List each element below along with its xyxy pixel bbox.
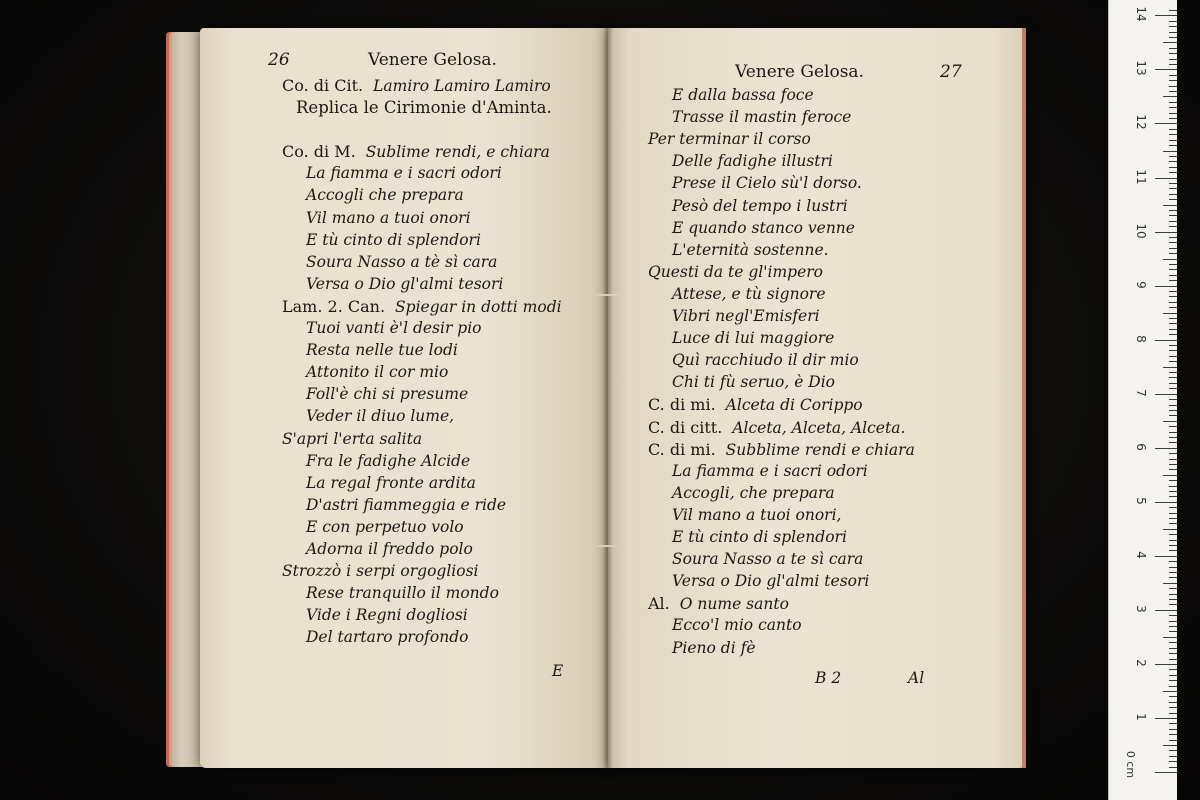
verse-text: Per terminar il corso <box>648 130 811 149</box>
verse-text: E tù cinto di splendori <box>672 528 847 546</box>
verse-line <box>672 506 841 524</box>
verse-text: Accogli che prepara <box>306 186 464 205</box>
ruler-tick <box>1169 734 1177 735</box>
verse-line <box>306 209 471 227</box>
ruler-tick <box>1169 453 1177 454</box>
ruler-tick <box>1155 15 1177 16</box>
verse-line <box>648 440 915 459</box>
ruler-tick <box>1169 107 1177 108</box>
verse-line <box>306 164 502 182</box>
verse-text: O nume santo <box>679 595 789 614</box>
ruler-tick <box>1169 129 1177 130</box>
verse-line <box>672 462 868 480</box>
verse-line <box>306 496 506 514</box>
verse-text: La fiamma e i sacri odori <box>306 164 502 183</box>
ruler-tick <box>1169 518 1177 519</box>
ruler-tick <box>1169 118 1177 119</box>
ruler-tick <box>1169 750 1177 751</box>
ruler-tick <box>1169 702 1177 703</box>
ruler-tick <box>1169 291 1177 292</box>
ruler-tick <box>1169 669 1177 670</box>
verse-text: Soura Nasso a te sì cara <box>672 550 864 569</box>
ruler-tick <box>1169 550 1177 551</box>
ruler-tick <box>1169 334 1177 335</box>
ruler-tick <box>1169 648 1177 649</box>
verse-text: Fra le fadighe Alcide <box>306 451 471 470</box>
ruler-tick <box>1155 448 1177 449</box>
verse-text: Versa o Dio gl'almi tesori <box>672 572 870 591</box>
ruler-tick <box>1169 399 1177 400</box>
verse-line <box>672 351 859 369</box>
ruler-number: 6 <box>1134 442 1148 451</box>
ruler-tick <box>1163 313 1177 314</box>
ruler-tick <box>1169 59 1177 60</box>
verse-line <box>306 319 482 337</box>
ruler-tick <box>1155 718 1177 719</box>
ruler-tick <box>1169 183 1177 184</box>
ruler-tick <box>1169 686 1177 687</box>
verse-text: Foll'è chi si presume <box>306 385 469 404</box>
verse-text: Rese tranquillo il mondo <box>306 584 499 603</box>
verse-line <box>306 231 481 249</box>
ruler-tick <box>1155 556 1177 557</box>
ruler-tick <box>1169 361 1177 362</box>
ruler-tick <box>1169 86 1177 87</box>
verse-line <box>306 540 473 558</box>
ruler-tick <box>1155 772 1177 773</box>
ruler-tick <box>1163 637 1177 638</box>
ruler-unit-label: 0 cm <box>1124 750 1138 779</box>
ruler-tick <box>1169 415 1177 416</box>
ruler-tick <box>1169 75 1177 76</box>
ruler-tick <box>1169 21 1177 22</box>
right-signature-mark: B 2 <box>815 669 842 687</box>
ruler-tick <box>1169 756 1177 757</box>
ruler-tick <box>1169 426 1177 427</box>
verse-text: Soura Nasso a tè sì cara <box>306 252 498 271</box>
book-gutter <box>603 28 613 768</box>
ruler-tick <box>1169 534 1177 535</box>
speaker-label: C. di citt. <box>648 417 723 437</box>
verse-text: Accogli, che prepara <box>672 483 835 502</box>
verse-text: Veder il diuo lume, <box>306 407 455 426</box>
verse-text: Adorna il freddo polo <box>306 540 473 558</box>
ruler-tick <box>1169 642 1177 643</box>
verse-line <box>306 606 468 624</box>
ruler-tick <box>1169 188 1177 189</box>
ruler-tick <box>1169 140 1177 141</box>
verse-text: Alceta di Corippo <box>725 396 863 415</box>
verse-text: Attonito il cor mio <box>306 363 449 382</box>
ruler-tick <box>1163 96 1177 97</box>
verse-text: Replica le Cirimonie d'Aminta. <box>296 98 552 118</box>
ruler-number: 1 <box>1134 713 1148 721</box>
ruler-tick <box>1155 340 1177 341</box>
ruler-tick <box>1169 53 1177 54</box>
verse-text: Sublime rendi, e chiara <box>365 143 550 162</box>
ruler-tick <box>1163 151 1177 152</box>
ruler-number: 13 <box>1134 60 1148 77</box>
verse-line <box>672 241 829 259</box>
ruler-tick <box>1169 432 1177 433</box>
verse-line <box>282 297 562 316</box>
verse-line <box>306 474 476 492</box>
verse-text: Vil mano a tuoi onori, <box>672 505 842 524</box>
ruler-tick <box>1169 507 1177 508</box>
verse-text: E quando stanco venne <box>672 218 855 237</box>
verse-text: Vibri negl'Emisferi <box>672 307 820 325</box>
ruler-tick <box>1169 680 1177 681</box>
ruler-tick <box>1169 226 1177 227</box>
ruler-tick <box>1155 286 1177 287</box>
ruler-tick <box>1169 10 1177 11</box>
ruler-number: 11 <box>1134 168 1148 185</box>
ruler-tick <box>1169 469 1177 470</box>
verse-line <box>672 572 869 590</box>
ruler-tick <box>1155 394 1177 395</box>
ruler-tick <box>1169 302 1177 303</box>
ruler-tick <box>1163 529 1177 530</box>
ruler-tick <box>1163 745 1177 746</box>
ruler-tick <box>1169 588 1177 589</box>
ruler-tick <box>1169 237 1177 238</box>
verse-text: Spiegar in dotti modi <box>395 297 562 316</box>
ruler-tick <box>1169 113 1177 114</box>
speaker-label: Co. di Cit. <box>282 76 364 95</box>
ruler-tick <box>1155 123 1177 124</box>
verse-text: D'astri fiammeggia e ride <box>306 495 507 514</box>
ruler-tick <box>1163 259 1177 260</box>
verse-line <box>306 518 464 536</box>
ruler-tick <box>1169 675 1177 676</box>
right-page-number: 27 <box>940 62 962 82</box>
ruler-tick <box>1169 388 1177 389</box>
ruler-tick <box>1169 345 1177 346</box>
verse-line <box>672 329 834 347</box>
ruler-tick <box>1169 253 1177 254</box>
verse-text: Vil mano a tuoi onori <box>306 208 471 227</box>
ruler-tick <box>1169 572 1177 573</box>
verse-line <box>306 385 468 403</box>
ruler-tick <box>1169 567 1177 568</box>
ruler-tick <box>1163 205 1177 206</box>
verse-text: Strozzò i serpi orgogliosi <box>282 562 479 581</box>
ruler-tick <box>1169 523 1177 524</box>
verse-text: Vide i Regni dogliosi <box>306 606 468 625</box>
ruler-tick <box>1169 280 1177 281</box>
ruler-tick <box>1169 740 1177 741</box>
ruler-tick <box>1155 178 1177 179</box>
ruler-tick <box>1169 32 1177 33</box>
ruler-tick <box>1169 653 1177 654</box>
ruler-tick <box>1169 626 1177 627</box>
ruler-number: 14 <box>1134 6 1148 23</box>
verse-line <box>672 550 863 568</box>
binding-thread <box>596 294 622 296</box>
ruler-tick <box>1169 167 1177 168</box>
ruler-tick <box>1169 221 1177 222</box>
left-page-number: 26 <box>268 50 290 70</box>
measurement-ruler <box>1108 0 1177 800</box>
binding-thread <box>596 545 622 547</box>
verse-line <box>672 528 847 546</box>
verse-line <box>648 130 811 148</box>
verse-text: Luce di lui maggiore <box>672 329 835 348</box>
ruler-tick <box>1169 659 1177 660</box>
verse-line <box>672 174 862 192</box>
ruler-tick <box>1169 464 1177 465</box>
speaker-label: Al. <box>648 594 670 614</box>
verse-line <box>306 275 503 293</box>
verse-line <box>672 86 814 104</box>
speaker-label: Co. di M. <box>282 142 356 162</box>
verse-text: La fiamma e i sacri odori <box>672 461 868 480</box>
verse-text: Pesò del tempo i lustri <box>672 196 848 215</box>
ruler-number: 9 <box>1134 280 1148 289</box>
verse-line <box>306 584 499 602</box>
verse-text: Lamiro Lamiro Lamiro <box>373 77 551 95</box>
ruler-tick <box>1169 696 1177 697</box>
verse-text: Delle fadighe illustri <box>672 152 833 171</box>
verse-text: Questi da te gl'impero <box>648 262 823 281</box>
ruler-tick <box>1169 26 1177 27</box>
ruler-tick <box>1169 604 1177 605</box>
right-catchword: Al <box>908 669 925 687</box>
ruler-tick <box>1169 513 1177 514</box>
ruler-tick <box>1169 37 1177 38</box>
ruler-tick <box>1169 156 1177 157</box>
left-catchword: E <box>552 662 564 680</box>
speaker-label: C. di mi. <box>648 439 716 459</box>
ruler-tick <box>1169 561 1177 562</box>
ruler-number: 8 <box>1134 334 1148 343</box>
ruler-tick <box>1169 615 1177 616</box>
ruler-tick <box>1169 631 1177 632</box>
ruler-tick <box>1169 486 1177 487</box>
verse-line <box>648 418 905 437</box>
ruler-tick <box>1169 194 1177 195</box>
verse-text: L'eternità sostenne. <box>672 240 829 259</box>
ruler-tick <box>1169 172 1177 173</box>
ruler-tick <box>1169 577 1177 578</box>
verse-line <box>672 197 848 215</box>
verse-line <box>648 263 823 281</box>
ruler-tick <box>1163 583 1177 584</box>
verse-text: La regal fronte ardita <box>306 473 476 492</box>
ruler-tick <box>1163 42 1177 43</box>
verse-text: E tù cinto di splendori <box>306 230 481 249</box>
verse-line <box>282 562 478 580</box>
verse-text: Resta nelle tue lodi <box>306 341 458 360</box>
ruler-tick <box>1169 269 1177 270</box>
ruler-number: 3 <box>1134 605 1148 613</box>
left-running-head: Venere Gelosa. <box>368 50 497 70</box>
ruler-tick <box>1169 356 1177 357</box>
ruler-tick <box>1169 307 1177 308</box>
verse-text: S'apri l'erta salita <box>282 429 423 448</box>
ruler-tick <box>1169 329 1177 330</box>
ruler-tick <box>1169 80 1177 81</box>
verse-line <box>672 152 833 170</box>
ruler-tick <box>1155 232 1177 233</box>
verse-line <box>648 395 863 414</box>
verse-text: Del tartaro profondo <box>306 628 469 647</box>
ruler-tick <box>1169 91 1177 92</box>
ruler-tick <box>1169 199 1177 200</box>
verse-line <box>672 307 820 325</box>
ruler-tick <box>1169 729 1177 730</box>
ruler-tick <box>1169 350 1177 351</box>
verse-line <box>306 628 468 646</box>
ruler-tick <box>1169 540 1177 541</box>
ruler-tick <box>1169 64 1177 65</box>
ruler-tick <box>1155 610 1177 611</box>
right-running-head: Venere Gelosa. <box>735 62 864 82</box>
verse-line <box>672 484 835 502</box>
ruler-tick <box>1169 275 1177 276</box>
ruler-tick <box>1169 410 1177 411</box>
verse-line <box>306 407 454 425</box>
verse-line <box>306 363 448 381</box>
verse-line <box>282 430 422 448</box>
verse-line <box>672 108 851 126</box>
ruler-tick <box>1163 421 1177 422</box>
ruler-tick <box>1163 367 1177 368</box>
ruler-tick <box>1163 691 1177 692</box>
ruler-number: 2 <box>1134 659 1148 667</box>
verse-line <box>672 373 835 391</box>
verse-text: E dalla bassa foce <box>672 86 814 104</box>
ruler-tick <box>1169 713 1177 714</box>
ruler-tick <box>1169 459 1177 460</box>
ruler-tick <box>1169 248 1177 249</box>
ruler-tick <box>1169 242 1177 243</box>
verse-line <box>672 639 756 657</box>
ruler-tick <box>1169 496 1177 497</box>
verse-line <box>648 594 789 613</box>
ruler-tick <box>1169 761 1177 762</box>
ruler-tick <box>1169 383 1177 384</box>
verse-line <box>306 341 458 359</box>
ruler-tick <box>1169 405 1177 406</box>
ruler-tick <box>1169 102 1177 103</box>
ruler-tick <box>1169 210 1177 211</box>
verse-line <box>306 452 470 470</box>
ruler-number: 10 <box>1134 222 1148 239</box>
verse-text: Versa o Dio gl'almi tesori <box>306 274 504 293</box>
verse-line <box>306 253 497 271</box>
ruler-tick <box>1169 707 1177 708</box>
verse-text: Alceta, Alceta, Alceta. <box>732 418 906 437</box>
verse-text: Subblime rendi e chiara <box>725 440 915 459</box>
verse-text: Ecco'l mio canto <box>672 616 802 635</box>
verse-text: Chi ti fù seruo, è Dio <box>672 373 836 392</box>
ruler-tick <box>1169 215 1177 216</box>
verse-text: Tuoi vanti è'l desir pio <box>306 319 482 337</box>
ruler-tick <box>1169 145 1177 146</box>
speaker-label: C. di mi. <box>648 395 716 415</box>
ruler-tick <box>1155 502 1177 503</box>
ruler-tick <box>1155 69 1177 70</box>
ruler-tick <box>1169 480 1177 481</box>
ruler-tick <box>1169 161 1177 162</box>
ruler-tick <box>1169 377 1177 378</box>
ruler-tick <box>1169 545 1177 546</box>
ruler-tick <box>1169 323 1177 324</box>
ruler-tick <box>1169 767 1177 768</box>
verse-text: Quì racchiudo il dir mio <box>672 351 859 370</box>
verse-line <box>306 186 464 204</box>
ruler-tick <box>1169 599 1177 600</box>
ruler-tick <box>1169 442 1177 443</box>
ruler-tick <box>1169 264 1177 265</box>
verse-line <box>282 76 551 95</box>
verse-text: Attese, e tù signore <box>672 284 826 303</box>
verse-line <box>296 98 552 117</box>
ruler-tick <box>1169 296 1177 297</box>
ruler-number: 4 <box>1134 551 1148 559</box>
speaker-label: Lam. 2. Can. <box>282 296 386 316</box>
verse-text: Trasse il mastin feroce <box>672 108 852 127</box>
ruler-tick <box>1169 594 1177 595</box>
verse-text: Pieno di fè <box>672 638 756 657</box>
ruler-tick <box>1155 664 1177 665</box>
ruler-tick <box>1169 318 1177 319</box>
verse-line <box>282 142 550 161</box>
verse-line <box>672 285 826 303</box>
verse-line <box>672 219 855 237</box>
ruler-number: 7 <box>1134 388 1148 397</box>
ruler-number: 12 <box>1134 114 1148 131</box>
verse-text: Prese il Cielo sù'l dorso. <box>672 174 862 193</box>
ruler-tick <box>1169 134 1177 135</box>
ruler-tick <box>1163 475 1177 476</box>
ruler-tick <box>1169 437 1177 438</box>
verse-line <box>672 616 802 634</box>
ruler-tick <box>1169 723 1177 724</box>
ruler-tick <box>1169 491 1177 492</box>
ruler-tick <box>1169 621 1177 622</box>
ruler-number: 5 <box>1134 496 1148 505</box>
ruler-tick <box>1169 48 1177 49</box>
verse-text: E con perpetuo volo <box>306 517 464 536</box>
ruler-tick <box>1169 372 1177 373</box>
